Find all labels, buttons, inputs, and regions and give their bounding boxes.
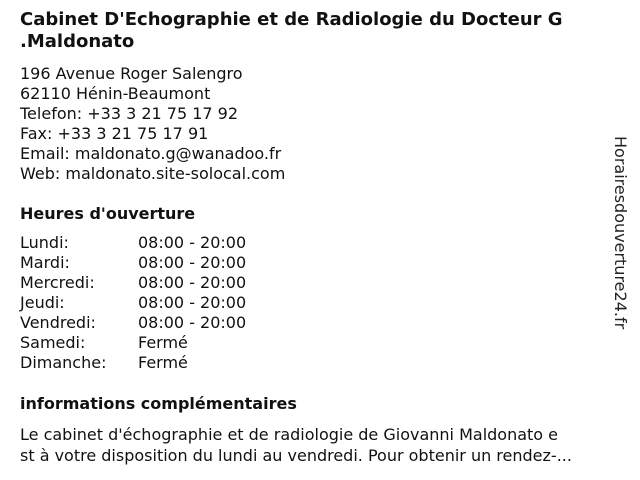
opening-hours-heading: Heures d'ouverture <box>20 204 196 223</box>
hours-time: 08:00 - 20:00 <box>138 233 247 252</box>
hours-time: 08:00 - 20:00 <box>138 313 247 332</box>
hours-day: Samedi: <box>20 333 86 352</box>
phone-number[interactable]: Telefon: +33 3 21 75 17 92 <box>20 104 239 123</box>
additional-info-text <box>20 424 630 466</box>
hours-row-sunday <box>20 353 320 373</box>
street-address: 196 Avenue Roger Salengro <box>20 64 243 83</box>
email-address[interactable]: Email: maldonato.g@wanadoo.fr <box>20 144 282 163</box>
hours-day: Lundi: <box>20 233 69 252</box>
additional-info-line-2: st à votre disposition du lundi au vendredi. Pour obtenir un rendez-... <box>20 446 572 465</box>
hours-time: 08:00 - 20:00 <box>138 253 247 272</box>
contact-block <box>20 64 285 184</box>
hours-day: Vendredi: <box>20 313 96 332</box>
page-title-line-1: Cabinet D'Echographie et de Radiologie du Docteur G <box>20 9 563 30</box>
hours-time: Fermé <box>138 333 188 352</box>
hours-day: Mardi: <box>20 253 70 272</box>
hours-row-saturday <box>20 333 320 353</box>
hours-row-tuesday <box>20 253 320 273</box>
hours-time: 08:00 - 20:00 <box>138 273 247 292</box>
page-title-line-2: .Maldonato <box>20 31 135 52</box>
additional-info-heading: informations complémentaires <box>20 394 297 413</box>
fax-number: Fax: +33 3 21 75 17 91 <box>20 124 209 143</box>
hours-row-monday <box>20 233 320 253</box>
additional-info-line-1: Le cabinet d'échographie et de radiologie de Giovanni Maldonato e <box>20 425 559 444</box>
hours-row-wednesday <box>20 273 320 293</box>
hours-day: Mercredi: <box>20 273 95 292</box>
hours-day: Jeudi: <box>20 293 65 312</box>
website-link[interactable]: Web: maldonato.site-solocal.com <box>20 164 286 183</box>
city-address: 62110 Hénin-Beaumont <box>20 84 211 103</box>
hours-time: 08:00 - 20:00 <box>138 293 247 312</box>
hours-row-thursday <box>20 293 320 313</box>
page-title <box>20 9 620 53</box>
site-brand-watermark: Horairesdouverture24.fr <box>611 136 630 330</box>
hours-day: Dimanche: <box>20 353 107 372</box>
opening-hours-table <box>20 233 320 373</box>
hours-time: Fermé <box>138 353 188 372</box>
hours-row-friday <box>20 313 320 333</box>
